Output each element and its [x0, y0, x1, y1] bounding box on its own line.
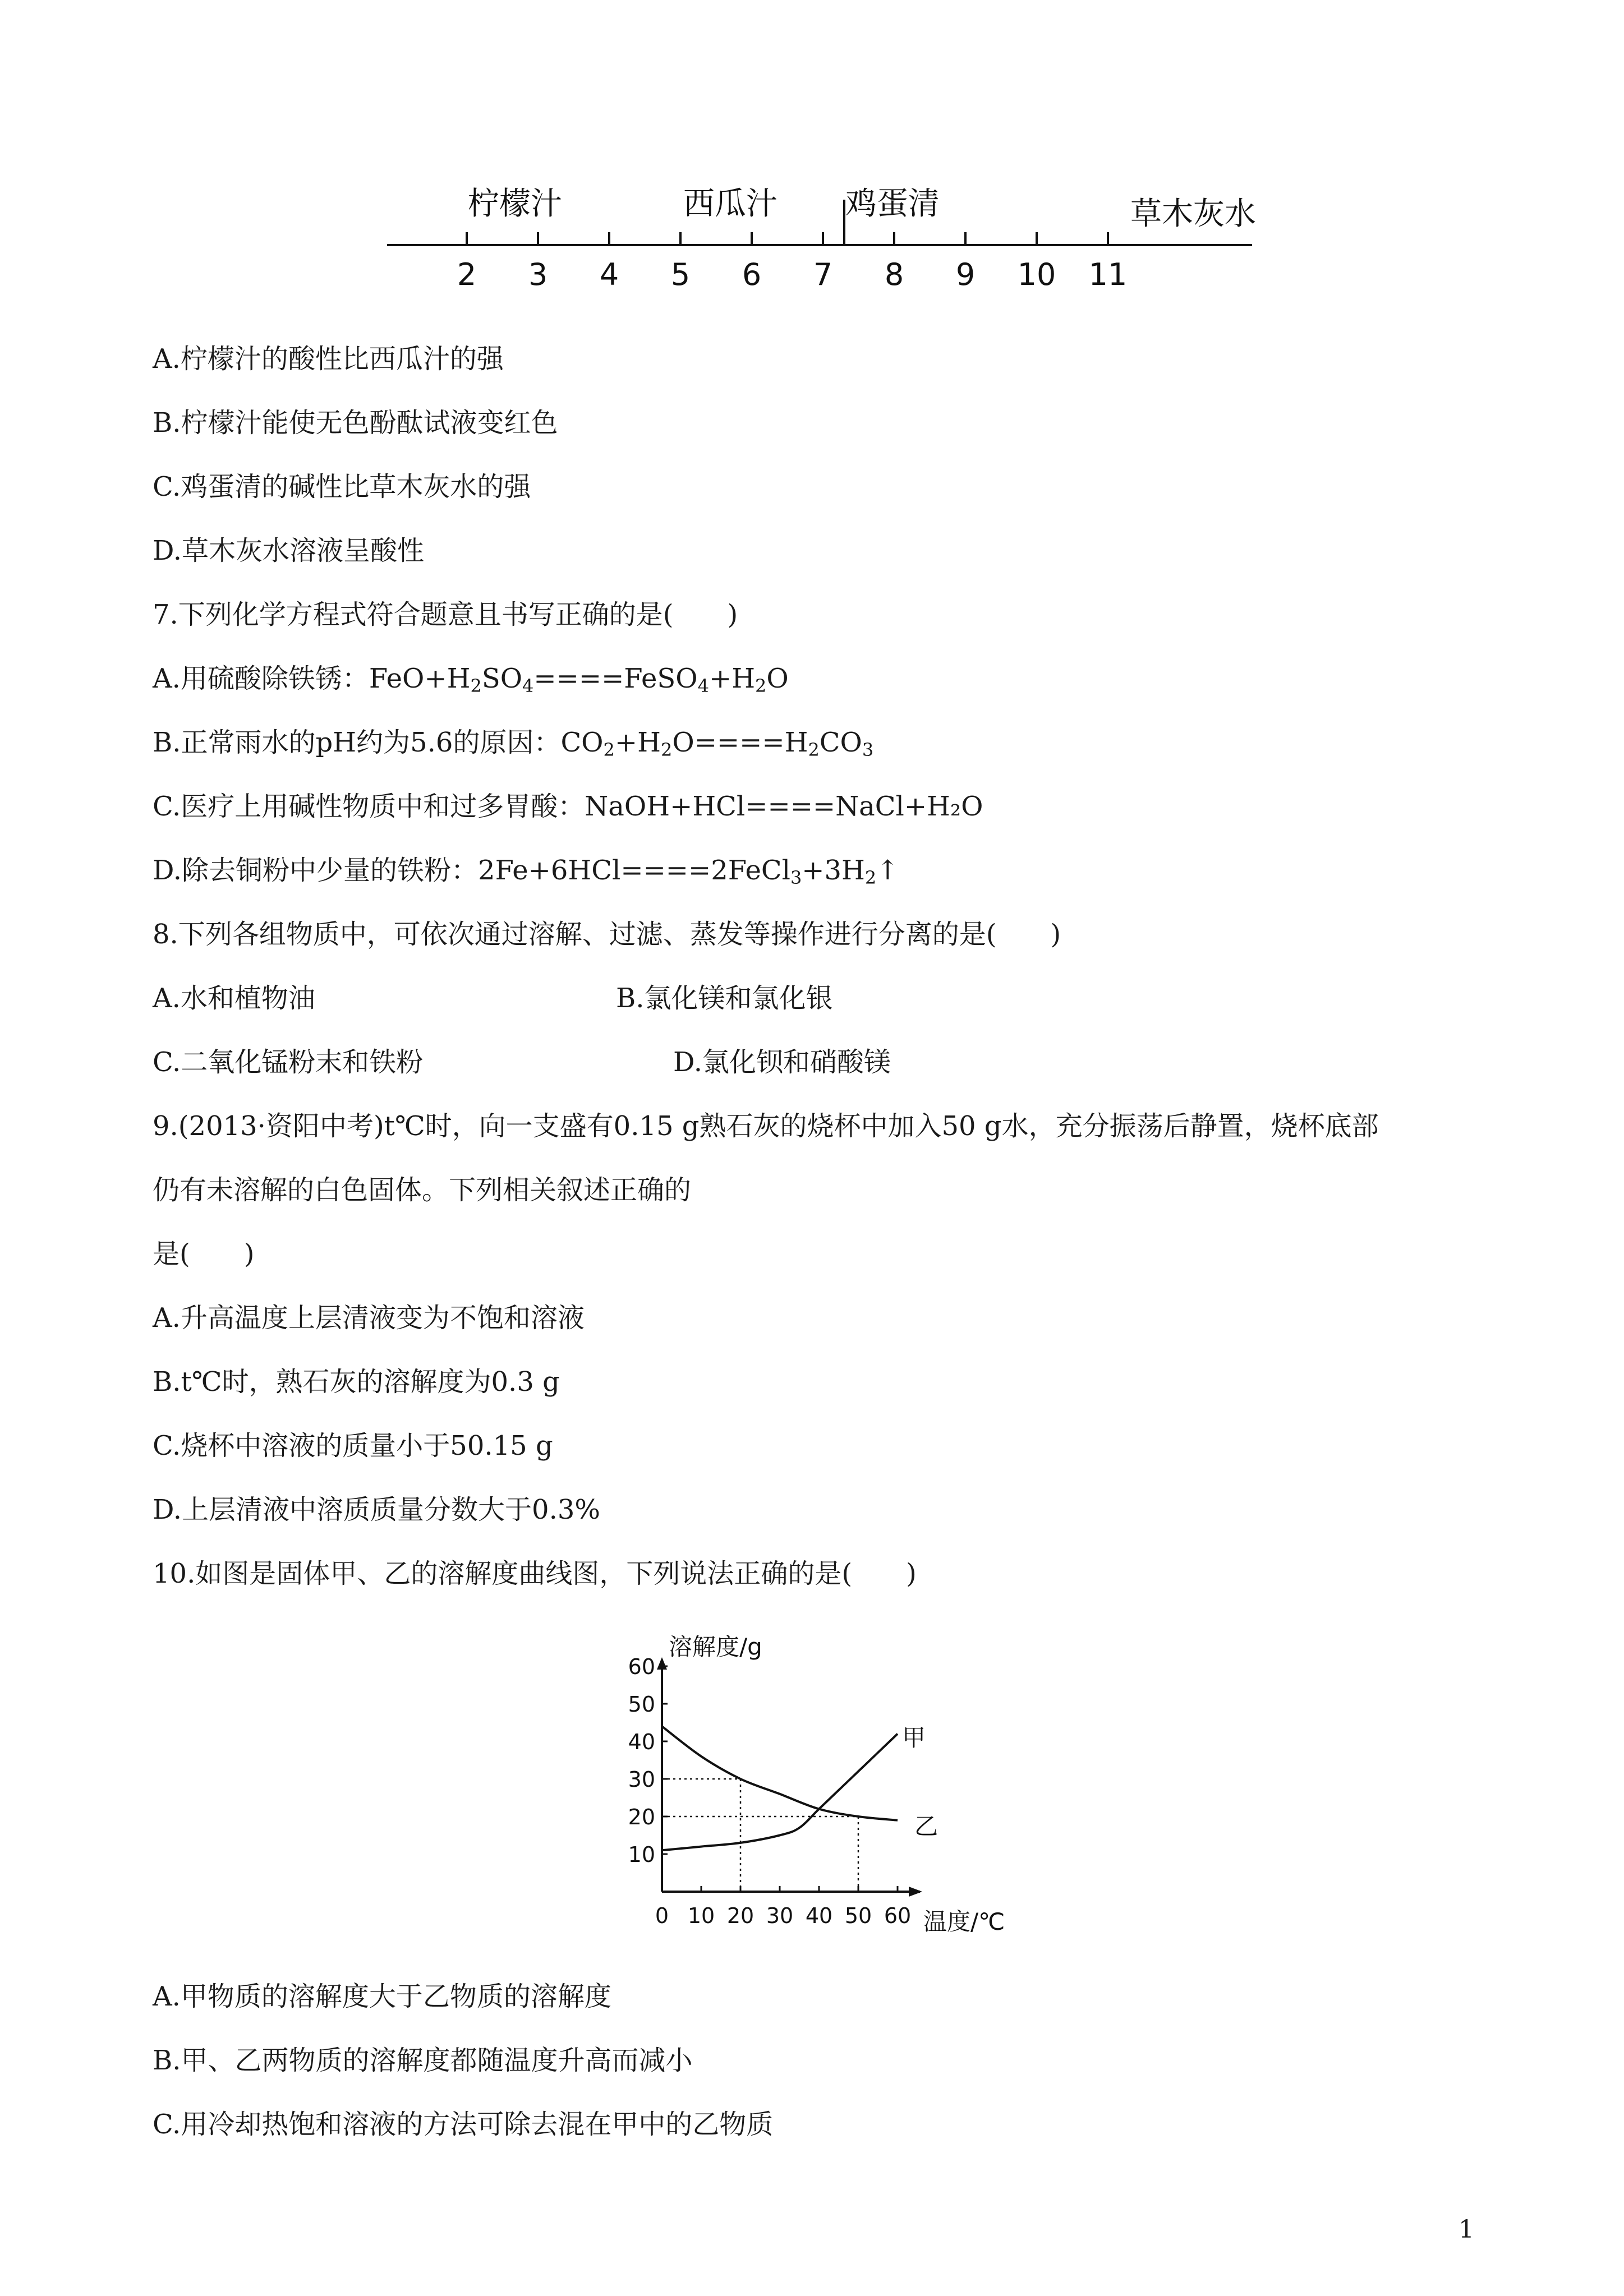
ph-scale-figure [377, 179, 1275, 303]
ph-tick-label: 6 [742, 257, 762, 292]
x-tick-label: 50 [844, 1903, 872, 1928]
solubility-chart [595, 1624, 1021, 1943]
ph-tick-label: 2 [457, 257, 477, 292]
curve-jia [662, 1734, 898, 1851]
y-tick-label: 10 [628, 1842, 655, 1867]
q6-option-d: D.草木灰水溶液呈酸性 [153, 535, 425, 566]
ph-tick-label: 8 [884, 257, 904, 292]
ph-tick-label: 4 [599, 257, 619, 292]
series-label-jia: 甲 [902, 1724, 926, 1751]
q6-option-b: B.柠檬汁能使无色酚酞试液变红色 [153, 407, 558, 439]
ph-tick-label: 10 [1017, 257, 1056, 292]
x-tick-label: 10 [687, 1903, 715, 1928]
ph-tick-label: 5 [670, 257, 691, 292]
q6-option-c: C.鸡蛋清的碱性比草木灰水的强 [153, 471, 531, 502]
y-tick-label: 20 [628, 1805, 655, 1829]
y-axis-title: 溶解度/g [669, 1633, 762, 1661]
q10-stem: 10.如图是固体甲、乙的溶解度曲线图，下列说法正确的是( ) [153, 1558, 917, 1589]
q7-stem: 7.下列化学方程式符合题意且书写正确的是( ) [153, 599, 738, 630]
ph-tick-label: 3 [528, 257, 548, 292]
ph-label-watermelon: 西瓜汁 [683, 186, 778, 222]
ph-label-ash-water: 草木灰水 [1130, 196, 1256, 232]
q9-option-b: B.t℃时，熟石灰的溶解度为0.3 g [153, 1366, 560, 1398]
q8-option-a: A.水和植物油 [153, 983, 315, 1014]
x-tick-label: 60 [884, 1903, 912, 1928]
ph-label-egg-white: 鸡蛋清 [845, 186, 940, 222]
q9-stem-line2: 仍有未溶解的白色固体。下列相关叙述正确的 [153, 1174, 692, 1206]
x-tick-label: 30 [766, 1903, 794, 1928]
q8-option-c: C.二氧化锰粉末和铁粉 [153, 1046, 424, 1078]
ph-tick-label: 11 [1088, 257, 1128, 292]
series-label-yi: 乙 [914, 1813, 938, 1840]
q9-option-c: C.烧杯中溶液的质量小于50.15 g [153, 1430, 553, 1461]
q7-option-b: B.正常雨水的pH约为5.6的原因：$CO_2+H_2O====H_2CO_3$ [153, 727, 874, 760]
x-tick-label: 20 [726, 1903, 755, 1928]
x-tick-label: 40 [805, 1903, 833, 1928]
ph-tick-label: 9 [955, 257, 976, 292]
q9-option-d: D.上层清液中溶质质量分数大于0.3% [153, 1494, 600, 1525]
q7-option-a: A.用硫酸除铁锈：$FeO+H_2SO_4====FeSO_4+H_2O$ [153, 663, 789, 697]
q9-stem-line1: 9.(2013·资阳中考)t℃时，向一支盛有0.15 g熟石灰的烧杯中加入50 g水，充分振荡后静置，烧杯底部 [153, 1110, 1379, 1142]
y-axis-arrow [657, 1657, 667, 1670]
y-tick-label: 40 [628, 1730, 655, 1754]
q6-option-a: A.柠檬汁的酸性比西瓜汁的强 [153, 343, 504, 375]
q10-option-c: C.用冷却热饱和溶液的方法可除去混在甲中的乙物质 [153, 2109, 774, 2140]
q8-stem: 8.下列各组物质中，可依次通过溶解、过滤、蒸发等操作进行分离的是( ) [153, 919, 1061, 950]
x-axis-title: 温度/℃ [923, 1908, 1005, 1935]
q10-option-a: A.甲物质的溶解度大于乙物质的溶解度 [153, 1981, 611, 2012]
q10-option-b: B.甲、乙两物质的溶解度都随温度升高而减小 [153, 2045, 693, 2076]
q8-option-b: B.氯化镁和氯化银 [616, 983, 833, 1014]
page-number: 1 [1459, 2215, 1474, 2244]
x-axis-arrow [909, 1887, 922, 1897]
q7-option-c: C.医疗上用碱性物质中和过多胃酸：NaOH+HCl====NaCl+H₂O [153, 791, 983, 822]
ph-tick-label: 7 [813, 257, 833, 292]
ph-label-lemon: 柠檬汁 [468, 186, 562, 222]
y-tick-label: 30 [628, 1767, 655, 1792]
y-tick-label: 60 [628, 1654, 655, 1679]
x-tick-label: 0 [655, 1903, 669, 1928]
curve-yi [662, 1726, 898, 1820]
q9-stem-line3: 是( ) [153, 1238, 255, 1270]
q9-option-a: A.升高温度上层清液变为不饱和溶液 [153, 1302, 585, 1334]
q7-option-d: D.除去铜粉中少量的铁粉：$2Fe+6HCl====2FeCl_3+3H_2↑$ [153, 855, 899, 888]
q8-option-d: D.氯化钡和硝酸镁 [673, 1046, 891, 1078]
y-tick-label: 50 [628, 1692, 655, 1717]
